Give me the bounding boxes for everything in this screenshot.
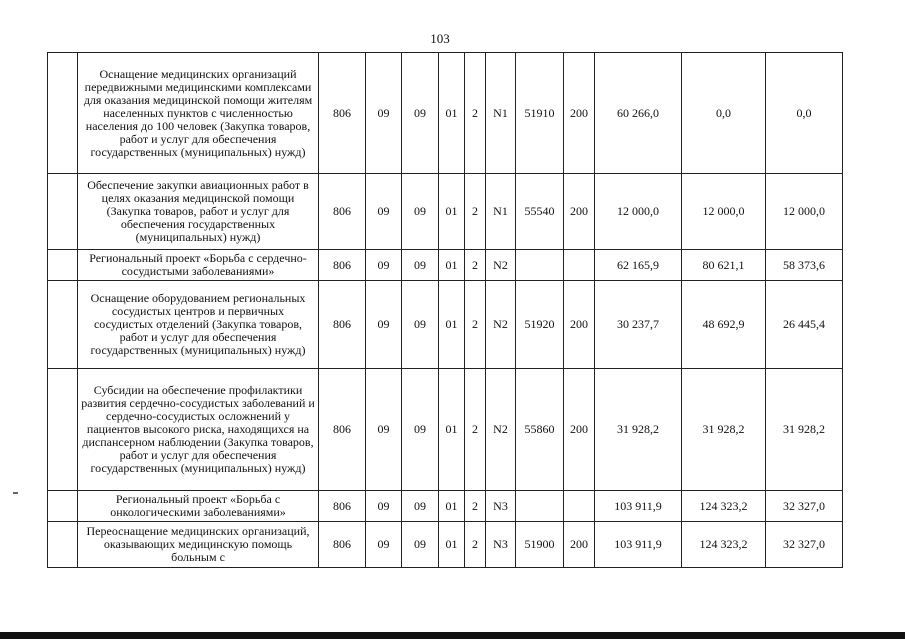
table-row [48,491,843,522]
page-number: 103 [430,31,450,46]
amount-year-1: 62 165,9 [595,250,682,281]
table-row [48,250,843,281]
subsection-code: 09 [402,522,439,568]
amount-year-3: 58 373,6 [766,250,843,281]
amount-year-3: 32 327,0 [766,522,843,568]
subsection-code: 09 [402,491,439,522]
expense-type-code: 200 [564,174,595,250]
expense-type-code [564,491,595,522]
ministry-code: 806 [319,53,366,174]
subprogram-code: 2 [465,369,486,491]
section-code: 09 [366,174,402,250]
direction-code: 51920 [516,281,564,369]
amount-year-3: 0,0 [766,53,843,174]
amount-year-1: 12 000,0 [595,174,682,250]
ministry-code: 806 [319,491,366,522]
ministry-code: 806 [319,369,366,491]
scan-bottom-edge [0,632,905,639]
subsection-code: 09 [402,369,439,491]
amount-year-3: 12 000,0 [766,174,843,250]
project-code: N1 [486,53,516,174]
amount-year-1: 103 911,9 [595,491,682,522]
row-description: Субсидии на обеспечение профилактики развития сердечно-сосудистых заболеваний и сердечно-сосудистых осложнений у пациентов высокого риска, находящихся на диспансерном наблюдении (Закупка товаров, работ и услуг для обеспечения государственных (муниципальных) нужд) [78,369,319,491]
expense-type-code: 200 [564,53,595,174]
direction-code [516,491,564,522]
direction-code: 51900 [516,522,564,568]
blank-cell [48,250,78,281]
table-row [48,53,843,174]
ministry-code: 806 [319,174,366,250]
project-code: N2 [486,281,516,369]
subprogram-code: 2 [465,491,486,522]
section-code: 09 [366,369,402,491]
subprogram-code: 2 [465,53,486,174]
row-description: Обеспечение закупки авиационных работ в целях оказания медицинской помощи (Закупка товаров, работ и услуг для обеспечения государственных (муниципальных) нужд) [78,174,319,250]
section-code: 09 [366,281,402,369]
amount-year-2: 80 621,1 [682,250,766,281]
amount-year-1: 31 928,2 [595,369,682,491]
section-code: 09 [366,491,402,522]
subprogram-code: 2 [465,522,486,568]
direction-code: 55860 [516,369,564,491]
project-code: N3 [486,522,516,568]
amount-year-1: 103 911,9 [595,522,682,568]
section-code: 09 [366,53,402,174]
amount-year-3: 26 445,4 [766,281,843,369]
blank-cell [48,53,78,174]
subsection-code: 09 [402,250,439,281]
subprogram-code: 2 [465,250,486,281]
ministry-code: 806 [319,281,366,369]
blank-cell [48,522,78,568]
project-code: N2 [486,369,516,491]
table-row [48,369,843,491]
table-row [48,281,843,369]
project-code: N3 [486,491,516,522]
section-code: 09 [366,522,402,568]
direction-code: 55540 [516,174,564,250]
row-description: Переоснащение медицинских организаций, оказывающих медицинскую помощь больным с [78,522,319,568]
amount-year-2: 124 323,2 [682,491,766,522]
blank-cell [48,281,78,369]
subsection-code: 09 [402,281,439,369]
blank-cell [48,491,78,522]
blank-cell [48,174,78,250]
ministry-code: 806 [319,250,366,281]
blank-cell [48,369,78,491]
budget-table [47,52,843,568]
expense-type-code: 200 [564,369,595,491]
amount-year-3: 32 327,0 [766,491,843,522]
expense-type-code [564,250,595,281]
section-code: 09 [366,250,402,281]
project-code: N1 [486,174,516,250]
program-code: 01 [439,53,465,174]
subsection-code: 09 [402,174,439,250]
table-row [48,522,843,568]
amount-year-1: 60 266,0 [595,53,682,174]
amount-year-2: 124 323,2 [682,522,766,568]
expense-type-code: 200 [564,281,595,369]
row-description: Оснащение оборудованием региональных сосудистых центров и первичных сосудистых отделений (Закупка товаров, работ и услуг для обеспечения государственных (муниципальных) нужд) [78,281,319,369]
program-code: 01 [439,250,465,281]
row-description: Региональный проект «Борьба с сердечно-сосудистыми заболеваниями» [78,250,319,281]
direction-code: 51910 [516,53,564,174]
program-code: 01 [439,281,465,369]
subprogram-code: 2 [465,174,486,250]
row-description: Региональный проект «Борьба с онкологическими заболеваниями» [78,491,319,522]
direction-code [516,250,564,281]
program-code: 01 [439,522,465,568]
ministry-code: 806 [319,522,366,568]
amount-year-2: 48 692,9 [682,281,766,369]
scan-speck [13,492,18,494]
row-description: Оснащение медицинских организаций передвижными медицинскими комплексами для оказания медицинской помощи жителям населенных пунктов с численностью населения до 100 человек (Закупка товаров, работ и услуг для обеспечения государственных (муниципальных) нужд) [78,53,319,174]
expense-type-code: 200 [564,522,595,568]
amount-year-3: 31 928,2 [766,369,843,491]
table-row [48,174,843,250]
program-code: 01 [439,174,465,250]
program-code: 01 [439,369,465,491]
subprogram-code: 2 [465,281,486,369]
amount-year-2: 0,0 [682,53,766,174]
program-code: 01 [439,491,465,522]
amount-year-1: 30 237,7 [595,281,682,369]
amount-year-2: 12 000,0 [682,174,766,250]
subsection-code: 09 [402,53,439,174]
amount-year-2: 31 928,2 [682,369,766,491]
project-code: N2 [486,250,516,281]
